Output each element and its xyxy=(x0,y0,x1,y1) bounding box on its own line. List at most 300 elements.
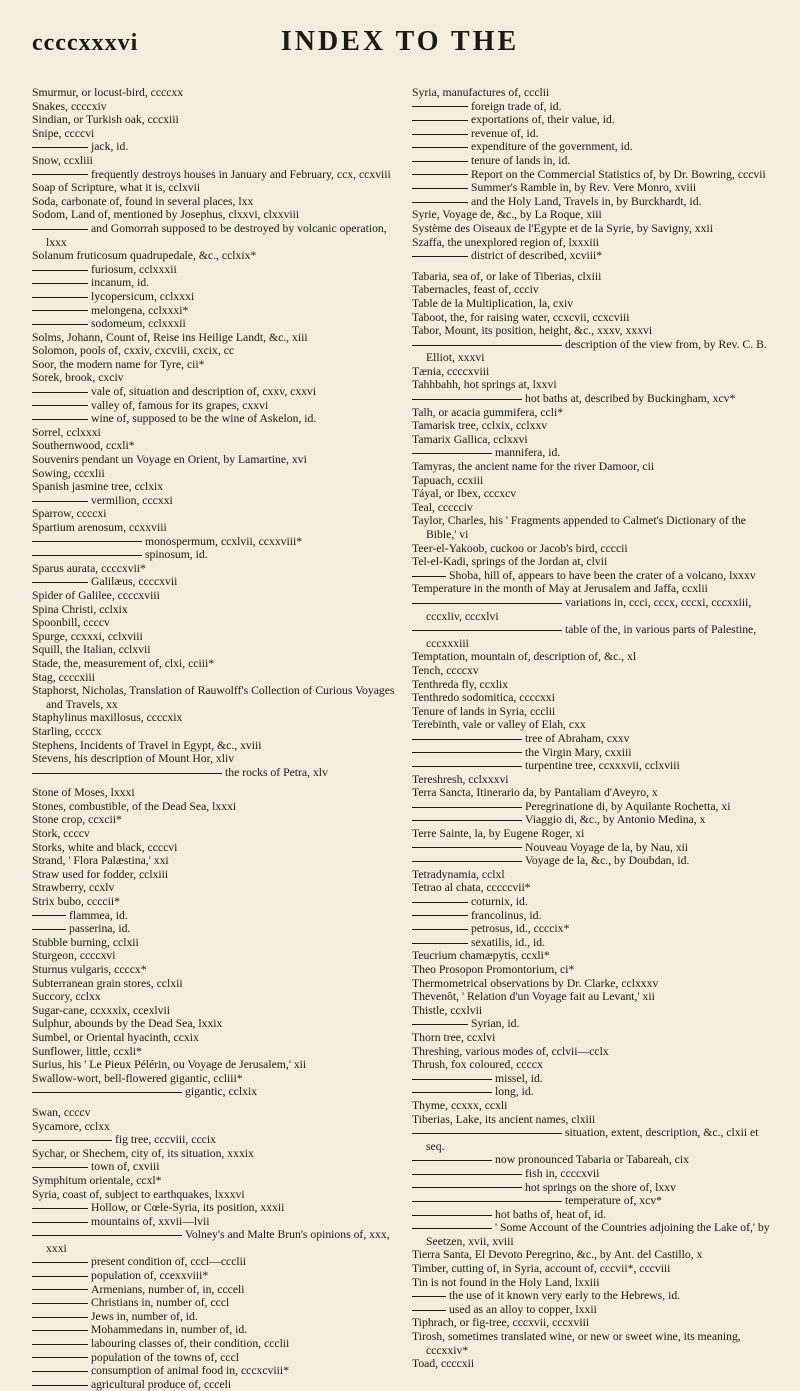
ditto-dash xyxy=(32,1235,182,1236)
index-entry-text: Stubble burning, cclxii xyxy=(32,935,139,949)
index-entry-text: Sturnus vulgaris, ccccx* xyxy=(32,963,147,976)
index-entry-text: frequently destroys houses in January and February, ccx, ccxviii xyxy=(91,167,391,181)
index-entry-text: Spina Christi, cclxix xyxy=(32,602,128,616)
index-entry-text: mountains of, xxvii—lvii xyxy=(91,1214,210,1228)
index-entry xyxy=(412,691,776,705)
index-entry-text: Sorek, brook, cxciv xyxy=(32,371,124,385)
index-entry xyxy=(32,963,396,977)
index-entry xyxy=(412,542,776,556)
index-entry-text: town of, cxviii xyxy=(91,1160,160,1174)
index-entry xyxy=(412,1153,776,1167)
ditto-dash xyxy=(32,915,66,916)
index-entry xyxy=(32,786,396,800)
index-entry xyxy=(412,759,776,773)
index-entry-text: mannifera, id. xyxy=(495,446,561,460)
index-entry-text: Tapuach, ccxiii xyxy=(412,473,484,487)
ditto-dash xyxy=(32,310,88,311)
index-entry-text: Starling, ccccx xyxy=(32,724,102,738)
index-entry xyxy=(32,1351,396,1365)
ditto-dash xyxy=(32,501,88,502)
index-entry xyxy=(412,582,776,596)
index-entry xyxy=(412,596,776,623)
index-entry-text: Teucrium chamæpytis, ccxli* xyxy=(412,949,550,963)
ditto-dash xyxy=(412,345,562,346)
index-entry-text: variations in, ccci, cccx, cccxi, cccxxiii, cccxliv, cccxlvi xyxy=(426,595,752,623)
index-entry-text: Stork, ccccv xyxy=(32,827,90,841)
ditto-dash xyxy=(412,1215,492,1216)
right-column xyxy=(410,86,776,1371)
index-entry-text: Stone of Moses, lxxxi xyxy=(32,786,135,800)
index-entry-text: Surius, his ' Le Pieux Pélérin, ou Voyage de Jerusalem,' xii xyxy=(32,1058,307,1072)
index-entry xyxy=(32,1058,396,1072)
index-entry-text: Snakes, ccccxiv xyxy=(32,99,107,113)
index-entry xyxy=(32,480,396,494)
page-header xyxy=(32,26,768,66)
index-entry xyxy=(412,392,776,406)
index-entry-text: Tabaria, sea of, or lake of Tiberias, clxiii xyxy=(412,269,602,283)
index-entry xyxy=(412,1126,776,1153)
index-entry-text: Thyme, ccxxx, ccxli xyxy=(412,1098,508,1112)
index-entry xyxy=(412,1316,776,1330)
index-entry xyxy=(412,1045,776,1059)
index-entry-text: the rocks of Petra, xlv xyxy=(225,765,328,779)
index-entry-text: ' Some Account of the Countries adjoining the Lake of,' by Seetzen, xvii, xviii xyxy=(426,1221,770,1248)
index-entry xyxy=(32,195,396,209)
index-entry xyxy=(32,208,396,222)
index-entry-text: exportations of, their value, id. xyxy=(471,113,615,127)
index-entry-text: Système des Oiseaux de l'Egypte et de la Syrie, by Savigny, xxii xyxy=(412,221,713,235)
index-entry xyxy=(32,603,396,617)
index-entry xyxy=(32,1085,396,1099)
index-entry xyxy=(412,732,776,746)
index-entry-text: Sunflower, little, ccxli* xyxy=(32,1044,142,1058)
index-entry xyxy=(412,827,776,841)
index-entry xyxy=(412,324,776,338)
index-entry-text: Tiphrach, or fig-tree, cccxvii, cccxviii xyxy=(412,1316,590,1330)
index-entry xyxy=(412,977,776,991)
index-entry-text: Sugar-cane, ccxxxix, ccexlvii xyxy=(32,1003,171,1017)
index-entry xyxy=(32,1323,396,1337)
index-entry xyxy=(412,1208,776,1222)
index-entry-text: Sodom, Land of, mentioned by Josephus, clxxvi, clxxviii xyxy=(32,208,300,222)
index-entry xyxy=(32,813,396,827)
index-entry xyxy=(412,113,776,127)
index-entry-text: Swallow-wort, bell-flowered gigantic, ccliii* xyxy=(32,1071,243,1085)
ditto-dash xyxy=(412,1228,492,1229)
index-entry-text: sexatilis, id., id. xyxy=(471,935,546,949)
ditto-dash xyxy=(32,1289,88,1290)
index-entry-text: Stone crop, ccxcii* xyxy=(32,813,122,827)
index-entry-text: Succory, cclxx xyxy=(32,990,101,1004)
index-entry-text: furiosum, cclxxxii xyxy=(91,262,177,276)
ditto-dash xyxy=(32,297,88,298)
index-entry xyxy=(412,419,776,433)
index-entry-text: Tereshresh, cclxxxvi xyxy=(412,772,509,786)
index-entry-text: Szaffa, the unexplored region of, lxxxiii xyxy=(412,235,600,249)
index-entry-text: tree of Abraham, cxxv xyxy=(525,731,630,745)
index-entry xyxy=(412,208,776,222)
index-entry xyxy=(412,909,776,923)
index-entry xyxy=(412,474,776,488)
index-entry xyxy=(32,344,396,358)
index-entry xyxy=(412,195,776,209)
index-entry xyxy=(32,1147,396,1161)
index-entry-text: Squill, the Italian, cclxvii xyxy=(32,643,151,657)
index-entry xyxy=(412,446,776,460)
index-entry xyxy=(32,949,396,963)
index-entry-text: Staphylinus maxillosus, ccccxix xyxy=(32,711,183,725)
index-entry xyxy=(412,270,776,284)
page-number: ccccxxxvi xyxy=(32,30,139,56)
index-entry xyxy=(412,1004,776,1018)
index-entry xyxy=(412,555,776,569)
index-entry-text: Sorrel, cclxxxi xyxy=(32,425,101,439)
index-entry-text: Sycamore, cclxx xyxy=(32,1119,110,1133)
index-entry-text: present condition of, cccl—ccclii xyxy=(91,1255,247,1269)
index-entry-text: passerina, id. xyxy=(69,922,131,936)
ditto-dash xyxy=(32,392,88,393)
index-entry xyxy=(32,977,396,991)
index-entry xyxy=(32,1174,396,1188)
index-entry xyxy=(412,365,776,379)
index-entry xyxy=(412,311,776,325)
index-entry-text: Spanish jasmine tree, cclxix xyxy=(32,480,164,494)
index-entry xyxy=(32,1106,396,1120)
index-entry xyxy=(412,705,776,719)
ditto-dash xyxy=(32,1371,88,1372)
index-entry-text: now pronounced Tabaria or Tabareah, cix xyxy=(495,1153,689,1167)
ditto-dash xyxy=(412,915,468,916)
index-entry xyxy=(32,467,396,481)
index-entry-text: Tenure of lands in Syria, ccclii xyxy=(412,704,556,718)
index-entry-text: hot baths at, described by Buckingham, xcv* xyxy=(525,392,736,406)
index-entry xyxy=(412,664,776,678)
index-entry-text: Stones, combustible, of the Dead Sea, lxxxi xyxy=(32,799,237,813)
index-entry-text: melongena, cclxxxi* xyxy=(91,303,189,317)
ditto-dash xyxy=(32,1262,88,1263)
index-entry xyxy=(32,358,396,372)
index-entry-text: Strand, ' Flora Palæstina,' xxi xyxy=(32,854,169,868)
index-entry xyxy=(32,1364,396,1378)
index-entry-text: Table de la Multiplication, la, cxiv xyxy=(412,296,574,310)
index-entry-text: Táyal, or Ibex, cccxcv xyxy=(412,487,517,501)
index-entry-text: Stephens, Incidents of Travel in Egypt, &c., xviii xyxy=(32,738,262,752)
index-entry xyxy=(412,841,776,855)
index-entry-text: Syria, manufactures of, ccclii xyxy=(412,86,550,99)
index-entry-text: temperature of, xcv* xyxy=(565,1194,663,1208)
index-entry xyxy=(32,657,396,671)
index-entry-text: fig tree, cccviii, cccix xyxy=(115,1133,216,1147)
index-entry xyxy=(32,1378,396,1391)
index-entry xyxy=(32,1004,396,1018)
index-entry xyxy=(412,501,776,515)
index-entry-text: Terra Sancta, Itinerario da, by Pantaliam d'Aveyro, x xyxy=(412,786,658,800)
index-entry xyxy=(32,140,396,154)
index-entry xyxy=(32,399,396,413)
index-entry-text: Teer-el-Yakoob, cuckoo or Jacob's bird, ccccii xyxy=(412,541,628,555)
index-entry-text: Strawberry, ccxlv xyxy=(32,881,115,895)
index-entry xyxy=(32,426,396,440)
index-entry xyxy=(32,1310,396,1324)
index-entry-text: table of the, in various parts of Palestine, cccxxxiii xyxy=(426,623,757,650)
index-entry-text: Subterranean grain stores, cclxii xyxy=(32,976,183,990)
index-entry-text: coturnix, id. xyxy=(471,895,528,909)
ditto-dash xyxy=(32,1317,88,1318)
index-entry-text: spinosum, id. xyxy=(145,548,208,562)
index-entry xyxy=(32,1188,396,1202)
index-entry xyxy=(32,881,396,895)
index-entry xyxy=(32,575,396,589)
index-entry xyxy=(32,371,396,385)
index-entry xyxy=(32,895,396,909)
index-entry-text: Thrush, fox coloured, ccccx xyxy=(412,1058,543,1072)
index-entry xyxy=(412,936,776,950)
ditto-dash xyxy=(412,929,468,930)
index-entry-text: Syrian, id. xyxy=(471,1017,520,1031)
index-entry-text: population of, ccexxviii* xyxy=(91,1269,209,1283)
index-entry xyxy=(412,249,776,263)
index-entry-text: lycopersicum, cclxxxi xyxy=(91,289,195,303)
index-entry-text: Snow, ccxliii xyxy=(32,153,93,167)
index-entry-text: Theo Prosopon Promontorium, ci* xyxy=(412,963,575,976)
index-entry xyxy=(32,643,396,657)
index-entry-text: revenue of, id. xyxy=(471,126,539,140)
ditto-dash xyxy=(412,174,468,175)
index-entry xyxy=(412,154,776,168)
index-entry-text: Tierra Santa, El Devoto Peregrino, &c., by Ant. del Castillo, x xyxy=(412,1248,703,1262)
index-entry xyxy=(32,854,396,868)
index-entry-text: Tabor, Mount, its position, height, &c., xxxv, xxxvi xyxy=(412,324,653,338)
index-entry xyxy=(32,909,396,923)
ditto-dash xyxy=(412,630,562,631)
index-entry xyxy=(32,113,396,127)
index-entry xyxy=(412,1181,776,1195)
index-entry xyxy=(32,752,396,766)
index-entry xyxy=(32,249,396,263)
index-entry-text: Shoba, hill of, appears to have been the crater of a volcano, lxxxv xyxy=(449,568,756,582)
index-entry-text: and the Holy Land, Travels in, by Burckhardt, id. xyxy=(471,194,702,208)
ditto-dash xyxy=(32,1303,88,1304)
index-entry-text: vermilion, cccxxi xyxy=(91,493,173,507)
index-entry xyxy=(32,1133,396,1147)
index-entry-text: the use of it known very early to the Hebrews, id. xyxy=(449,1289,681,1303)
ditto-dash xyxy=(412,161,468,162)
index-entry xyxy=(412,800,776,814)
index-entry-text: Thevenôt, ' Relation d'un Voyage fait au Levant,' xii xyxy=(412,990,655,1004)
ditto-dash xyxy=(412,807,522,808)
ditto-dash xyxy=(412,1079,492,1080)
index-entry xyxy=(32,725,396,739)
index-entry-text: Temptation, mountain of, description of, &c., xl xyxy=(412,650,637,664)
index-entry-text: Tabernacles, feast of, ccciv xyxy=(412,283,539,297)
index-entry-text: Thistle, ccxlvii xyxy=(412,1003,483,1017)
index-entry-text: Viaggio di, &c., by Antonio Medina, x xyxy=(525,813,706,827)
ditto-dash xyxy=(412,1092,492,1093)
index-entry xyxy=(32,1160,396,1174)
index-entry xyxy=(412,678,776,692)
index-entry-text: turpentine tree, ccxxxvii, cclxviii xyxy=(525,759,680,773)
index-entry xyxy=(412,283,776,297)
index-entry-text: Teal, ccccciv xyxy=(412,500,473,514)
index-entry-text: Storks, white and black, ccccvi xyxy=(32,840,178,854)
index-entry xyxy=(412,1017,776,1031)
index-entry xyxy=(32,990,396,1004)
index-entry xyxy=(412,813,776,827)
index-entry-text: Tenthreda fly, ccxlix xyxy=(412,677,509,691)
index-entry xyxy=(32,1269,396,1283)
index-entry xyxy=(32,385,396,399)
index-entry-text: Sindian, or Turkish oak, cccxiii xyxy=(32,113,179,127)
index-entry xyxy=(32,616,396,630)
ditto-dash xyxy=(412,256,468,257)
index-entry xyxy=(32,936,396,950)
ditto-dash xyxy=(32,929,66,930)
index-entry xyxy=(412,378,776,392)
index-entry-text: Sturgeon, ccccxvi xyxy=(32,949,116,963)
index-entry xyxy=(32,521,396,535)
index-entry-text: Syria, coast of, subject to earthquakes, lxxxvi xyxy=(32,1187,245,1201)
index-entry xyxy=(32,548,396,562)
ditto-dash xyxy=(32,229,88,230)
index-entry xyxy=(32,1283,396,1297)
ditto-dash xyxy=(412,1310,446,1311)
index-entry-text: fish in, ccccxvii xyxy=(525,1166,600,1180)
index-entry-text: Timber, cutting of, in Syria, account of, cccvii*, cccviii xyxy=(412,1262,671,1276)
index-entry-text: Tænia, ccccxviii xyxy=(412,364,490,378)
ditto-dash xyxy=(32,1167,88,1168)
index-entry xyxy=(32,1201,396,1215)
index-entry-text: Summer's Ramble in, by Rev. Vere Monro, xviii xyxy=(471,181,697,195)
index-entry-text: Sumbel, or Oriental hyacinth, ccxix xyxy=(32,1030,199,1044)
index-entry xyxy=(412,990,776,1004)
index-entry xyxy=(32,1296,396,1310)
index-entry-text: Stag, ccccxiii xyxy=(32,670,95,684)
index-entry-text: Temperature in the month of May at Jerusalem and Jaffa, ccxlii xyxy=(412,582,708,596)
index-entry xyxy=(412,868,776,882)
index-entry-text: Terre Sainte, la, by Eugene Roger, xi xyxy=(412,827,585,841)
index-entry-text: Sparus aurata, ccccxvii* xyxy=(32,561,146,575)
index-entry xyxy=(412,1303,776,1317)
ditto-dash xyxy=(412,603,562,604)
index-entry xyxy=(32,1255,396,1269)
index-entry-text: Tench, ccccxv xyxy=(412,663,479,677)
index-entry xyxy=(412,1194,776,1208)
index-entry xyxy=(32,827,396,841)
index-entry xyxy=(412,1289,776,1303)
index-entry xyxy=(412,786,776,800)
index-entry xyxy=(32,276,396,290)
index-entry-text: sodomeum, cclxxxii xyxy=(91,317,186,331)
index-entry-text: Soda, carbonate of, found in several places, lxx xyxy=(32,194,254,208)
index-entry xyxy=(412,460,776,474)
index-entry-text: expenditure of the government, id. xyxy=(471,140,633,154)
index-entry-text: Tamyras, the ancient name for the river Damoor, cii xyxy=(412,460,655,474)
index-entry-text: Peregrinatione di, by Aquilante Rochetta, xi xyxy=(525,799,731,813)
index-entry xyxy=(412,1248,776,1262)
index-entry xyxy=(32,331,396,345)
ditto-dash xyxy=(32,541,142,542)
index-entry-text: incanum, id. xyxy=(91,276,150,290)
ditto-dash xyxy=(412,847,522,848)
index-entry-text: Smurmur, or locust-bird, ccccxx xyxy=(32,86,184,99)
index-entry-text: petrosus, id., ccccix* xyxy=(471,922,570,936)
ditto-dash xyxy=(32,283,88,284)
ditto-dash xyxy=(412,861,522,862)
ditto-dash xyxy=(412,1201,562,1202)
ditto-dash xyxy=(32,1344,88,1345)
index-entry xyxy=(412,1031,776,1045)
ditto-dash xyxy=(32,1330,88,1331)
index-entry-text: Stade, the, measurement of, clxi, cciii* xyxy=(32,656,215,670)
index-entry-text: used as an alloy to copper, lxxii xyxy=(449,1302,597,1316)
index-entry-text: description of the view from, by Rev. C. B. Elliot, xxxvi xyxy=(426,337,767,365)
ditto-dash xyxy=(412,576,446,577)
index-entry xyxy=(32,766,396,780)
ditto-dash xyxy=(32,773,222,774)
ditto-dash xyxy=(412,739,522,740)
index-entry-text: Report on the Commercial Statistics of, by Dr. Bowring, cccvii xyxy=(471,167,766,181)
index-entry-text: consumption of animal food in, cccxcviii* xyxy=(91,1364,289,1378)
index-entry-text: vale of, situation and description of, cxxv, cxxvi xyxy=(91,385,317,399)
index-entry-text: flammea, id. xyxy=(69,908,128,922)
index-entry-text: Mohammedans in, number of, id. xyxy=(91,1323,248,1337)
index-entry xyxy=(412,623,776,650)
index-entry-text: Sparrow, ccccxi xyxy=(32,507,107,521)
index-entry xyxy=(32,589,396,603)
index-entry-text: Spurge, ccxxxi, cclxviii xyxy=(32,629,143,643)
index-entry-text: Armenians, number of, in, ccceli xyxy=(91,1282,245,1296)
index-entry-text: Tetrao al chata, cccccvii* xyxy=(412,881,531,895)
index-entry-text: Souvenirs pendant un Voyage en Orient, by Lamartine, xvi xyxy=(32,453,307,467)
index-entry xyxy=(412,922,776,936)
index-entry-text: Sulphur, abounds by the Dead Sea, lxxix xyxy=(32,1017,223,1031)
index-entry xyxy=(32,439,396,453)
index-entry-text: Solanum fruticosum quadrupedale, &c., cclxix* xyxy=(32,249,257,263)
index-entry xyxy=(412,569,776,583)
index-entry xyxy=(32,1031,396,1045)
index-entry xyxy=(32,922,396,936)
index-entry xyxy=(412,773,776,787)
index-entry-text: Jews in, number of, id. xyxy=(91,1309,198,1323)
index-entry-text: Voyage de la, &c., by Doubdan, id. xyxy=(525,854,690,868)
index-entry-text: population of the towns of, cccl xyxy=(91,1350,240,1364)
index-entry xyxy=(32,1045,396,1059)
index-entry-text: Talh, or acacia gummifera, ccli* xyxy=(412,405,564,419)
index-entry xyxy=(412,1167,776,1181)
index-entry xyxy=(412,222,776,236)
index-entry xyxy=(32,1215,396,1229)
index-entry-text: Volney's and Malte Brun's opinions of, xxx, xxxi xyxy=(46,1228,390,1255)
ditto-dash xyxy=(412,1174,522,1175)
index-entry xyxy=(412,406,776,420)
index-entry-text: Toad, ccccxii xyxy=(412,1357,475,1371)
index-entry-text: gigantic, cclxix xyxy=(185,1085,258,1099)
index-entry-text: Solomon, pools of, cxxiv, cxcviii, cxcix, cc xyxy=(32,344,235,358)
index-entry xyxy=(32,841,396,855)
index-entry xyxy=(412,746,776,760)
index-entry xyxy=(412,1099,776,1113)
index-entry xyxy=(32,494,396,508)
ditto-dash xyxy=(412,147,468,148)
ditto-dash xyxy=(32,174,88,175)
index-entry xyxy=(32,800,396,814)
ditto-dash xyxy=(32,405,88,406)
ditto-dash xyxy=(412,943,468,944)
ditto-dash xyxy=(32,1222,88,1223)
index-entry xyxy=(32,739,396,753)
ditto-dash xyxy=(412,1133,562,1134)
index-entry xyxy=(412,1085,776,1099)
